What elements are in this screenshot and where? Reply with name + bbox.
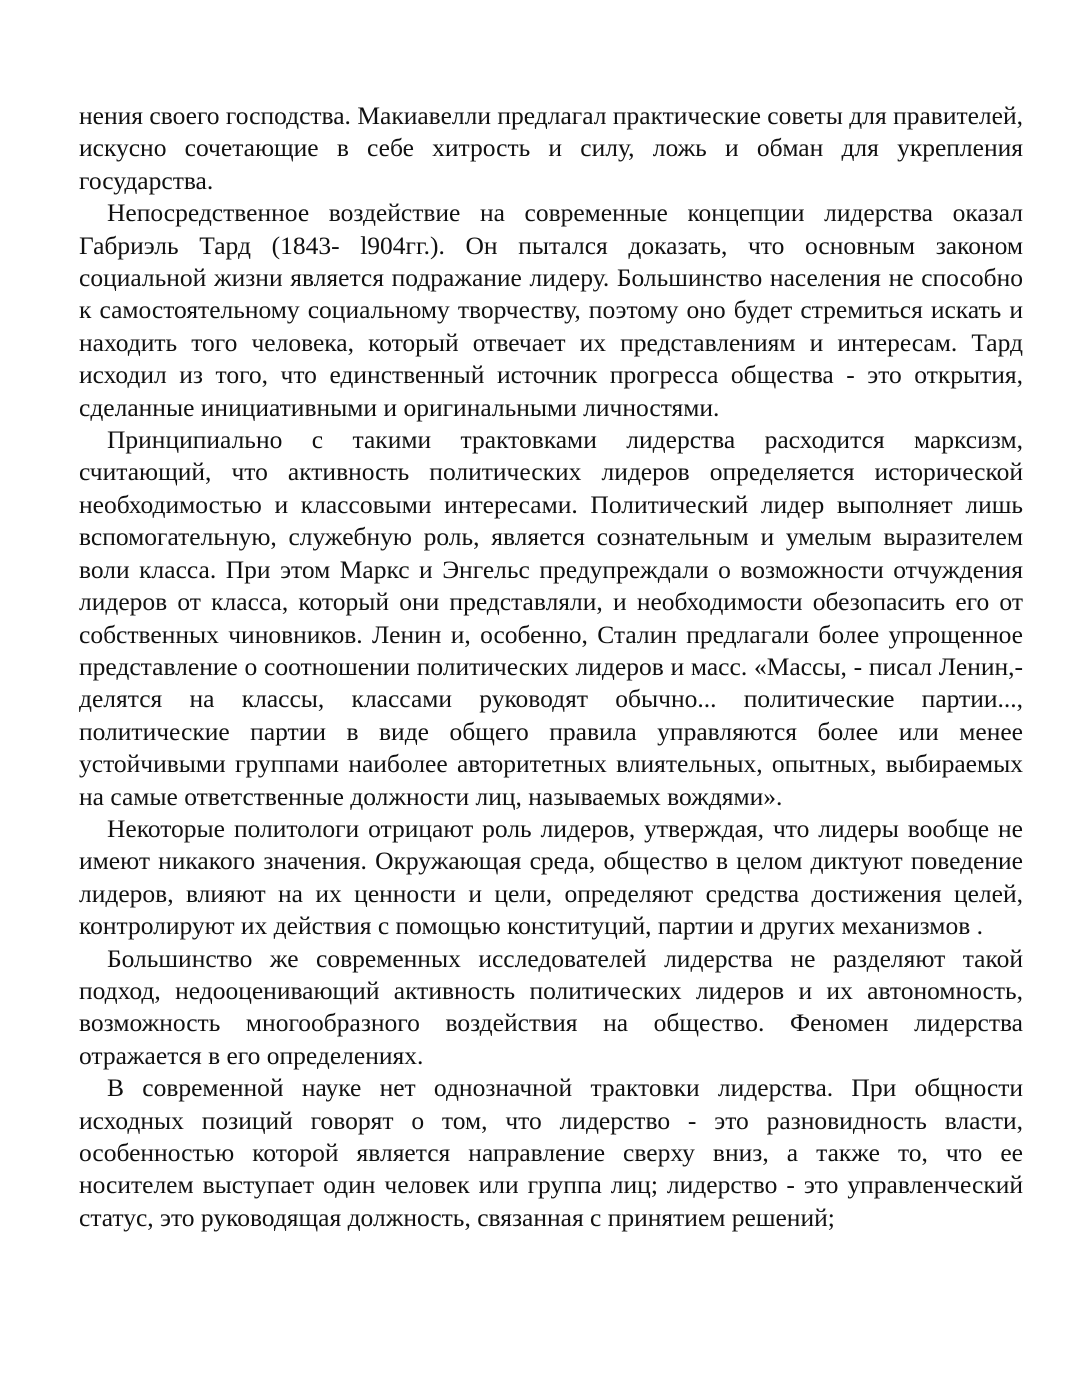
document-page: [79, 100, 1023, 1234]
paragraph-4: Некоторые политологи отрицают роль лидеров, утверждая, что лидеры вообще не имеют никакого значения. Окружающая среда, общество в целом диктуют поведение лидеров, влияют на их ценности и цели, определяют средства достижения целей, контролируют их действия с помощью конституций, партии и других механизмов .: [79, 813, 1023, 941]
paragraph-2: Непосредственное воздействие на современные концепции лидерства оказал Габриэль Тард (1843- l904гг.). Он пытался доказать, что основным законом социальной жизни является подражание лидеру. Большинство населения не способно к самостоятельному социальному творчеству, поэтому оно будет стремиться искать и находить того человека, который отвечает их представлениям и интересам. Тард исходил из того, что единственный источник прогресса общества - это открытия, сделанные инициативными и оригинальными личностями.: [79, 198, 1023, 422]
paragraph-3: Принципиально с такими трактовками лидерства расходится марксизм, считающий, что активность политических лидеров определяется исторической необходимостью и классовыми интересами. Политический лидер выполняет лишь вспомогательную, служебную роль, является сознательным и умелым выразителем воли класса. При этом Маркс и Энгельс предупреждали о возможности отчуждения лидеров от класса, который они представляли, и необходимости обезопасить его от собственных чиновников. Ленин и, особенно, Сталин предлагали более упрощенное представление о соотношении политических лидеров и масс. «Массы, - писал Ленин,- делятся на классы, классами руководят обычно... политические партии..., политические партии в виде общего правила управляются более или менее устойчивыми группами наиболее авторитетных влиятельных, опытных, выбираемых на самые ответственные должности лиц, называемых вождями».: [79, 425, 1023, 811]
paragraph-6: В современной науке нет однозначной трактовки лидерства. При общности исходных позиций говорят о том, что лидерство - это разновидность власти, особенностью которой является направление сверху вниз, а также то, что ее носителем выступает один человек или группа лиц; лидерство - это управленческий статус, это руководящая должность, связанная с принятием решений;: [79, 1073, 1023, 1232]
paragraph-5: Большинство же современных исследователей лидерства не разделяют такой подход, недооценивающий активность политических лидеров и их автономность, возможность многообразного воздействия на общество. Феномен лидерства отражается в его определениях.: [79, 943, 1023, 1070]
paragraph-1: нения своего господства. Макиавелли предлагал практические советы для правителей, искусно сочетающие в себе хитрость и силу, ложь и обман для укрепления государства.: [79, 101, 1023, 195]
